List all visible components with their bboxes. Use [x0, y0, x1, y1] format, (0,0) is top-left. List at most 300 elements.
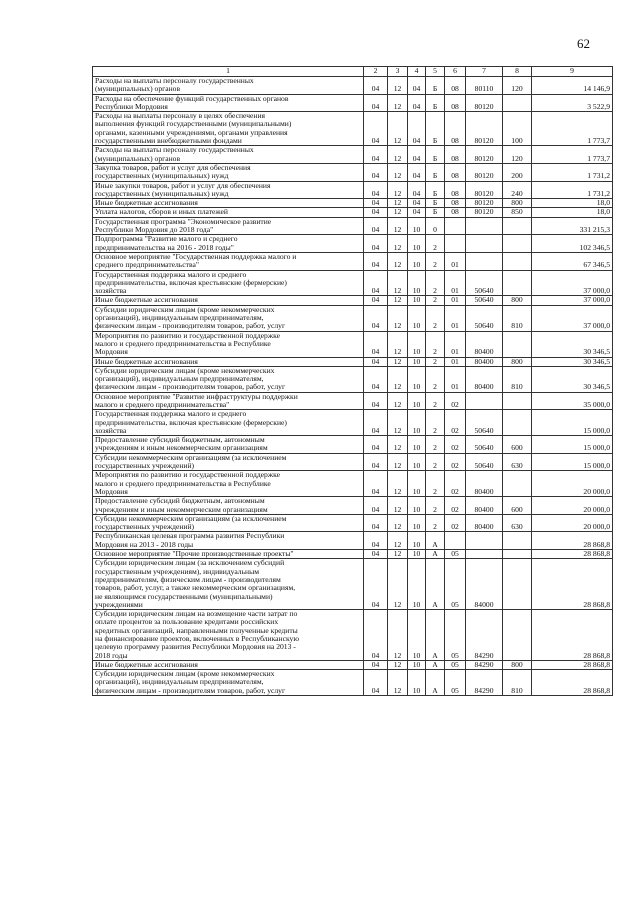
- section-cell: 04: [364, 497, 388, 515]
- amount-cell: 35 000,0: [532, 392, 613, 410]
- subsection-cell: 12: [388, 670, 408, 696]
- direction-cell: 80120: [466, 163, 503, 181]
- row-name-cell: Субсидии юридическим лицам (кроме некоммерческих организаций), индивидуальным предпринимателям, физическим лицам - производителям товаров, работ, услуг: [93, 670, 364, 696]
- activity-cell: 02: [445, 471, 466, 497]
- activity-cell: 02: [445, 392, 466, 410]
- subprogram-cell: А: [426, 532, 445, 550]
- program-cell: 10: [408, 471, 426, 497]
- column-header-2: 2: [364, 67, 388, 77]
- section-cell: 04: [364, 559, 388, 610]
- amount-cell: 1 731,2: [532, 163, 613, 181]
- subprogram-cell: А: [426, 550, 445, 559]
- row-name-cell: Субсидии некоммерческим организациям (за исключением государственных учреждений): [93, 514, 364, 532]
- section-cell: 04: [364, 181, 388, 199]
- subsection-cell: 12: [388, 410, 408, 436]
- program-cell: 10: [408, 235, 426, 253]
- direction-cell: 80120: [466, 181, 503, 199]
- subsection-cell: 12: [388, 366, 408, 392]
- table-row: [93, 112, 613, 146]
- section-cell: 04: [364, 217, 388, 235]
- row-name-cell: Субсидии юридическим лицам (кроме некоммерческих организаций), индивидуальным предпринимателям, физическим лицам - производителям товаров, работ, услуг: [93, 366, 364, 392]
- subprogram-cell: 2: [426, 497, 445, 515]
- amount-cell: 28 868,8: [532, 670, 613, 696]
- amount-cell: 15 000,0: [532, 436, 613, 454]
- direction-cell: 50640: [466, 453, 503, 471]
- table-row: [93, 660, 613, 669]
- activity-cell: 05: [445, 670, 466, 696]
- column-header-3: 3: [388, 67, 408, 77]
- program-cell: 10: [408, 217, 426, 235]
- row-name-cell: Уплата налогов, сборов и иных платежей: [93, 208, 364, 217]
- amount-cell: 1 731,2: [532, 181, 613, 199]
- subsection-cell: 12: [388, 270, 408, 296]
- program-cell: 10: [408, 357, 426, 366]
- subprogram-cell: 2: [426, 296, 445, 305]
- expense-type-cell: [503, 550, 532, 559]
- direction-cell: 80110: [466, 77, 503, 95]
- section-cell: 04: [364, 296, 388, 305]
- row-name-cell: Государственная поддержка малого и среднего предпринимательства, включая крестьянские (фермерские) хозяйства: [93, 270, 364, 296]
- expense-type-cell: 810: [503, 366, 532, 392]
- subprogram-cell: 2: [426, 453, 445, 471]
- expense-type-cell: [503, 392, 532, 410]
- program-cell: 10: [408, 331, 426, 357]
- table-body: [93, 77, 613, 696]
- column-header-1: 1: [93, 67, 364, 77]
- row-name-cell: Основное мероприятие "Прочие производственные проекты": [93, 550, 364, 559]
- row-name-cell: Субсидии некоммерческим организациям (за исключением государственных учреждений): [93, 453, 364, 471]
- section-cell: 04: [364, 471, 388, 497]
- amount-cell: 28 868,8: [532, 550, 613, 559]
- program-cell: 10: [408, 497, 426, 515]
- section-cell: 04: [364, 94, 388, 112]
- direction-cell: [466, 550, 503, 559]
- subsection-cell: 12: [388, 550, 408, 559]
- subprogram-cell: Б: [426, 112, 445, 146]
- table-row: [93, 331, 613, 357]
- subprogram-cell: 2: [426, 270, 445, 296]
- program-cell: 04: [408, 181, 426, 199]
- subprogram-cell: 2: [426, 514, 445, 532]
- row-name-cell: Расходы на выплаты персоналу государственных (муниципальных) органов: [93, 146, 364, 164]
- row-name-cell: Субсидии юридическим лицам на возмещение части затрат по оплате процентов за пользование кредитами российских кредитных организаций, направленными полученные кредиты на финансирование проектов, включенных в Республиканскую целевую программу развития Республики Мордовия на 2013 - 2018 годы: [93, 610, 364, 661]
- expense-type-cell: [503, 252, 532, 270]
- activity-cell: 01: [445, 305, 466, 331]
- subsection-cell: 12: [388, 77, 408, 95]
- row-name-cell: Иные бюджетные ассигнования: [93, 199, 364, 208]
- program-cell: 04: [408, 112, 426, 146]
- section-cell: 04: [364, 610, 388, 661]
- amount-cell: 28 868,8: [532, 532, 613, 550]
- expense-type-cell: 630: [503, 453, 532, 471]
- program-cell: 10: [408, 305, 426, 331]
- column-header-4: 4: [408, 67, 426, 77]
- direction-cell: 50640: [466, 305, 503, 331]
- row-name-cell: Предоставление субсидий бюджетным, автономным учреждениям и иным некоммерческим организациям: [93, 497, 364, 515]
- row-name-cell: Государственная программа "Экономическое развитие Республики Мордовия до 2018 года": [93, 217, 364, 235]
- subprogram-cell: 2: [426, 305, 445, 331]
- table-row: [93, 252, 613, 270]
- activity-cell: 01: [445, 366, 466, 392]
- subprogram-cell: 2: [426, 392, 445, 410]
- expense-type-cell: 600: [503, 497, 532, 515]
- direction-cell: [466, 217, 503, 235]
- expense-type-cell: 800: [503, 296, 532, 305]
- section-cell: 04: [364, 199, 388, 208]
- table-row: [93, 550, 613, 559]
- subsection-cell: 12: [388, 497, 408, 515]
- expense-type-cell: [503, 610, 532, 661]
- program-cell: 10: [408, 436, 426, 454]
- section-cell: 04: [364, 670, 388, 696]
- section-cell: 04: [364, 532, 388, 550]
- amount-cell: 37 000,0: [532, 305, 613, 331]
- subsection-cell: 12: [388, 610, 408, 661]
- program-cell: 10: [408, 296, 426, 305]
- direction-cell: 84000: [466, 559, 503, 610]
- program-cell: 10: [408, 559, 426, 610]
- table-row: [93, 357, 613, 366]
- subprogram-cell: А: [426, 670, 445, 696]
- activity-cell: 08: [445, 146, 466, 164]
- program-cell: 10: [408, 252, 426, 270]
- activity-cell: 08: [445, 77, 466, 95]
- direction-cell: [466, 235, 503, 253]
- expense-type-cell: 600: [503, 436, 532, 454]
- amount-cell: 18,0: [532, 199, 613, 208]
- column-header-5: 5: [426, 67, 445, 77]
- row-name-cell: Государственная поддержка малого и среднего предпринимательства, включая крестьянские (фермерские) хозяйства: [93, 410, 364, 436]
- subsection-cell: 12: [388, 217, 408, 235]
- activity-cell: [445, 217, 466, 235]
- section-cell: 04: [364, 270, 388, 296]
- program-cell: 10: [408, 532, 426, 550]
- section-cell: 04: [364, 331, 388, 357]
- program-cell: 04: [408, 77, 426, 95]
- subsection-cell: 12: [388, 532, 408, 550]
- section-cell: 04: [364, 305, 388, 331]
- table-row: [93, 296, 613, 305]
- activity-cell: 05: [445, 550, 466, 559]
- subprogram-cell: А: [426, 610, 445, 661]
- direction-cell: 80400: [466, 357, 503, 366]
- activity-cell: 01: [445, 357, 466, 366]
- activity-cell: 02: [445, 453, 466, 471]
- amount-cell: 1 773,7: [532, 146, 613, 164]
- table-row: [93, 270, 613, 296]
- subsection-cell: 12: [388, 305, 408, 331]
- program-cell: 10: [408, 392, 426, 410]
- subsection-cell: 12: [388, 436, 408, 454]
- section-cell: 04: [364, 146, 388, 164]
- row-name-cell: Мероприятия по развитию и государственной поддержке малого и среднего предпринимательства в Республике Мордовия: [93, 471, 364, 497]
- activity-cell: 05: [445, 660, 466, 669]
- expense-type-cell: [503, 331, 532, 357]
- row-name-cell: Республиканская целевая программа развития Республики Мордовия на 2013 - 2018 годы: [93, 532, 364, 550]
- column-header-7: 7: [466, 67, 503, 77]
- expense-type-cell: [503, 217, 532, 235]
- activity-cell: 08: [445, 208, 466, 217]
- activity-cell: 02: [445, 514, 466, 532]
- row-name-cell: Расходы на выплаты персоналу государственных (муниципальных) органов: [93, 77, 364, 95]
- subprogram-cell: 2: [426, 436, 445, 454]
- section-cell: 04: [364, 235, 388, 253]
- row-name-cell: Расходы на обеспечение функций государственных органов Республики Мордовия: [93, 94, 364, 112]
- activity-cell: 02: [445, 436, 466, 454]
- section-cell: 04: [364, 410, 388, 436]
- table-row: [93, 532, 613, 550]
- subprogram-cell: Б: [426, 181, 445, 199]
- subsection-cell: 12: [388, 112, 408, 146]
- activity-cell: 01: [445, 296, 466, 305]
- direction-cell: 80400: [466, 514, 503, 532]
- row-name-cell: Мероприятия по развитию и государственной поддержке малого и среднего предпринимательства в Республике Мордовия: [93, 331, 364, 357]
- row-name-cell: Иные бюджетные ассигнования: [93, 660, 364, 669]
- table-row: [93, 670, 613, 696]
- program-cell: 10: [408, 670, 426, 696]
- table-row: [93, 514, 613, 532]
- table-row: [93, 235, 613, 253]
- subsection-cell: 12: [388, 296, 408, 305]
- amount-cell: 331 215,3: [532, 217, 613, 235]
- expense-type-cell: 810: [503, 305, 532, 331]
- subprogram-cell: А: [426, 660, 445, 669]
- subsection-cell: 12: [388, 392, 408, 410]
- direction-cell: 84290: [466, 660, 503, 669]
- table-row: [93, 217, 613, 235]
- table-row: [93, 163, 613, 181]
- program-cell: 04: [408, 94, 426, 112]
- direction-cell: 50640: [466, 270, 503, 296]
- program-cell: 10: [408, 514, 426, 532]
- expense-type-cell: 810: [503, 670, 532, 696]
- program-cell: 10: [408, 550, 426, 559]
- expense-type-cell: 800: [503, 357, 532, 366]
- section-cell: 04: [364, 77, 388, 95]
- budget-table: [92, 66, 613, 696]
- direction-cell: 80400: [466, 331, 503, 357]
- row-name-cell: Закупка товаров, работ и услуг для обеспечения государственных (муниципальных) нужд: [93, 163, 364, 181]
- amount-cell: 1 773,7: [532, 112, 613, 146]
- table-row: [93, 392, 613, 410]
- row-name-cell: Основное мероприятие "Государственная поддержка малого и среднего предпринимательства": [93, 252, 364, 270]
- expense-type-cell: 630: [503, 514, 532, 532]
- section-cell: 04: [364, 392, 388, 410]
- section-cell: 04: [364, 112, 388, 146]
- direction-cell: 80400: [466, 497, 503, 515]
- direction-cell: 80400: [466, 471, 503, 497]
- amount-cell: 67 346,5: [532, 252, 613, 270]
- direction-cell: 50640: [466, 436, 503, 454]
- expense-type-cell: [503, 559, 532, 610]
- activity-cell: 02: [445, 410, 466, 436]
- table-row: [93, 77, 613, 95]
- expense-type-cell: [503, 270, 532, 296]
- table-row: [93, 305, 613, 331]
- subprogram-cell: Б: [426, 146, 445, 164]
- row-name-cell: Подпрограмма "Развитие малого и среднего предпринимательства на 2016 - 2018 годы": [93, 235, 364, 253]
- program-cell: 04: [408, 208, 426, 217]
- direction-cell: 84290: [466, 610, 503, 661]
- table-row: [93, 471, 613, 497]
- table-row: [93, 94, 613, 112]
- subsection-cell: 12: [388, 357, 408, 366]
- amount-cell: 20 000,0: [532, 471, 613, 497]
- amount-cell: 15 000,0: [532, 410, 613, 436]
- expense-type-cell: [503, 471, 532, 497]
- subsection-cell: 12: [388, 252, 408, 270]
- subprogram-cell: 0: [426, 217, 445, 235]
- amount-cell: 20 000,0: [532, 514, 613, 532]
- program-cell: 10: [408, 366, 426, 392]
- activity-cell: 05: [445, 610, 466, 661]
- amount-cell: 30 346,5: [532, 331, 613, 357]
- direction-cell: 80400: [466, 366, 503, 392]
- table-row: [93, 146, 613, 164]
- amount-cell: 37 000,0: [532, 296, 613, 305]
- row-name-cell: Субсидии юридическим лицам (кроме некоммерческих организаций), индивидуальным предпринимателям, физическим лицам - производителям товаров, работ, услуг: [93, 305, 364, 331]
- amount-cell: 102 346,5: [532, 235, 613, 253]
- amount-cell: 30 346,5: [532, 357, 613, 366]
- subsection-cell: 12: [388, 146, 408, 164]
- activity-cell: 01: [445, 331, 466, 357]
- subprogram-cell: Б: [426, 77, 445, 95]
- direction-cell: 80120: [466, 94, 503, 112]
- row-name-cell: Субсидии юридическим лицам (за исключением субсидий государственным учреждениям), индивидуальным предпринимателям, физическим лицам - производителям товаров, работ, услуг, а также некоммерческим организациям, не являющимся государственными (муниципальными) учреждениями: [93, 559, 364, 610]
- subsection-cell: 12: [388, 660, 408, 669]
- section-cell: 04: [364, 163, 388, 181]
- row-name-cell: Иные бюджетные ассигнования: [93, 357, 364, 366]
- subprogram-cell: Б: [426, 94, 445, 112]
- subprogram-cell: 2: [426, 252, 445, 270]
- subprogram-cell: 2: [426, 410, 445, 436]
- amount-cell: 14 146,9: [532, 77, 613, 95]
- expense-type-cell: 240: [503, 181, 532, 199]
- column-header-6: 6: [445, 67, 466, 77]
- expense-type-cell: [503, 94, 532, 112]
- subsection-cell: 12: [388, 199, 408, 208]
- amount-cell: 20 000,0: [532, 497, 613, 515]
- direction-cell: 80120: [466, 199, 503, 208]
- expense-type-cell: 120: [503, 146, 532, 164]
- activity-cell: 08: [445, 181, 466, 199]
- direction-cell: [466, 392, 503, 410]
- amount-cell: 15 000,0: [532, 453, 613, 471]
- direction-cell: 80120: [466, 112, 503, 146]
- program-cell: 10: [408, 410, 426, 436]
- subsection-cell: 12: [388, 453, 408, 471]
- program-cell: 10: [408, 270, 426, 296]
- section-cell: 04: [364, 453, 388, 471]
- subsection-cell: 12: [388, 331, 408, 357]
- section-cell: 04: [364, 550, 388, 559]
- amount-cell: 37 000,0: [532, 270, 613, 296]
- subsection-cell: 12: [388, 163, 408, 181]
- subsection-cell: 12: [388, 235, 408, 253]
- table-row: [93, 208, 613, 217]
- table-header-row: [93, 67, 613, 77]
- expense-type-cell: 120: [503, 77, 532, 95]
- subsection-cell: 12: [388, 559, 408, 610]
- section-cell: 04: [364, 436, 388, 454]
- subprogram-cell: Б: [426, 199, 445, 208]
- table-row: [93, 453, 613, 471]
- subprogram-cell: Б: [426, 163, 445, 181]
- activity-cell: 08: [445, 163, 466, 181]
- direction-cell: 80120: [466, 208, 503, 217]
- direction-cell: 50640: [466, 410, 503, 436]
- expense-type-cell: [503, 235, 532, 253]
- page-number: 62: [577, 36, 590, 51]
- column-header-8: 8: [503, 67, 532, 77]
- section-cell: 04: [364, 660, 388, 669]
- direction-cell: 50640: [466, 296, 503, 305]
- activity-cell: 05: [445, 559, 466, 610]
- activity-cell: 01: [445, 270, 466, 296]
- row-name-cell: Иные закупки товаров, работ и услуг для обеспечения государственных (муниципальных) нужд: [93, 181, 364, 199]
- table-row: [93, 497, 613, 515]
- table-row: [93, 366, 613, 392]
- direction-cell: [466, 252, 503, 270]
- table-row: [93, 199, 613, 208]
- activity-cell: 08: [445, 94, 466, 112]
- expense-type-cell: [503, 410, 532, 436]
- expense-type-cell: 200: [503, 163, 532, 181]
- expense-type-cell: 100: [503, 112, 532, 146]
- expense-type-cell: 850: [503, 208, 532, 217]
- row-name-cell: Предоставление субсидий бюджетным, автономным учреждениям и иным некоммерческим организациям: [93, 436, 364, 454]
- subsection-cell: 12: [388, 471, 408, 497]
- subprogram-cell: 2: [426, 357, 445, 366]
- activity-cell: 02: [445, 497, 466, 515]
- subsection-cell: 12: [388, 94, 408, 112]
- subsection-cell: 12: [388, 514, 408, 532]
- subprogram-cell: А: [426, 559, 445, 610]
- activity-cell: 01: [445, 252, 466, 270]
- table-row: [93, 410, 613, 436]
- amount-cell: 18,0: [532, 208, 613, 217]
- section-cell: 04: [364, 252, 388, 270]
- column-header-9: 9: [532, 67, 613, 77]
- row-name-cell: Иные бюджетные ассигнования: [93, 296, 364, 305]
- program-cell: 10: [408, 660, 426, 669]
- direction-cell: [466, 532, 503, 550]
- table-row: [93, 559, 613, 610]
- section-cell: 04: [364, 357, 388, 366]
- activity-cell: [445, 235, 466, 253]
- subprogram-cell: Б: [426, 208, 445, 217]
- subsection-cell: 12: [388, 181, 408, 199]
- program-cell: 04: [408, 163, 426, 181]
- section-cell: 04: [364, 366, 388, 392]
- amount-cell: 28 868,8: [532, 660, 613, 669]
- program-cell: 04: [408, 146, 426, 164]
- expense-type-cell: 800: [503, 199, 532, 208]
- activity-cell: 08: [445, 199, 466, 208]
- amount-cell: 28 868,8: [532, 559, 613, 610]
- section-cell: 04: [364, 208, 388, 217]
- activity-cell: 08: [445, 112, 466, 146]
- program-cell: 10: [408, 453, 426, 471]
- expense-type-cell: 800: [503, 660, 532, 669]
- program-cell: 10: [408, 610, 426, 661]
- subprogram-cell: 2: [426, 331, 445, 357]
- row-name-cell: Расходы на выплаты персоналу в целях обеспечения выполнения функций государственными (муниципальными) органами, казенными учреждениями, органами управления государственными внебюджетными фондами: [93, 112, 364, 146]
- row-name-cell: Основное мероприятие "Развитие инфраструктуры поддержки малого и среднего предпринимательства": [93, 392, 364, 410]
- amount-cell: 30 346,5: [532, 366, 613, 392]
- direction-cell: 84290: [466, 670, 503, 696]
- activity-cell: [445, 532, 466, 550]
